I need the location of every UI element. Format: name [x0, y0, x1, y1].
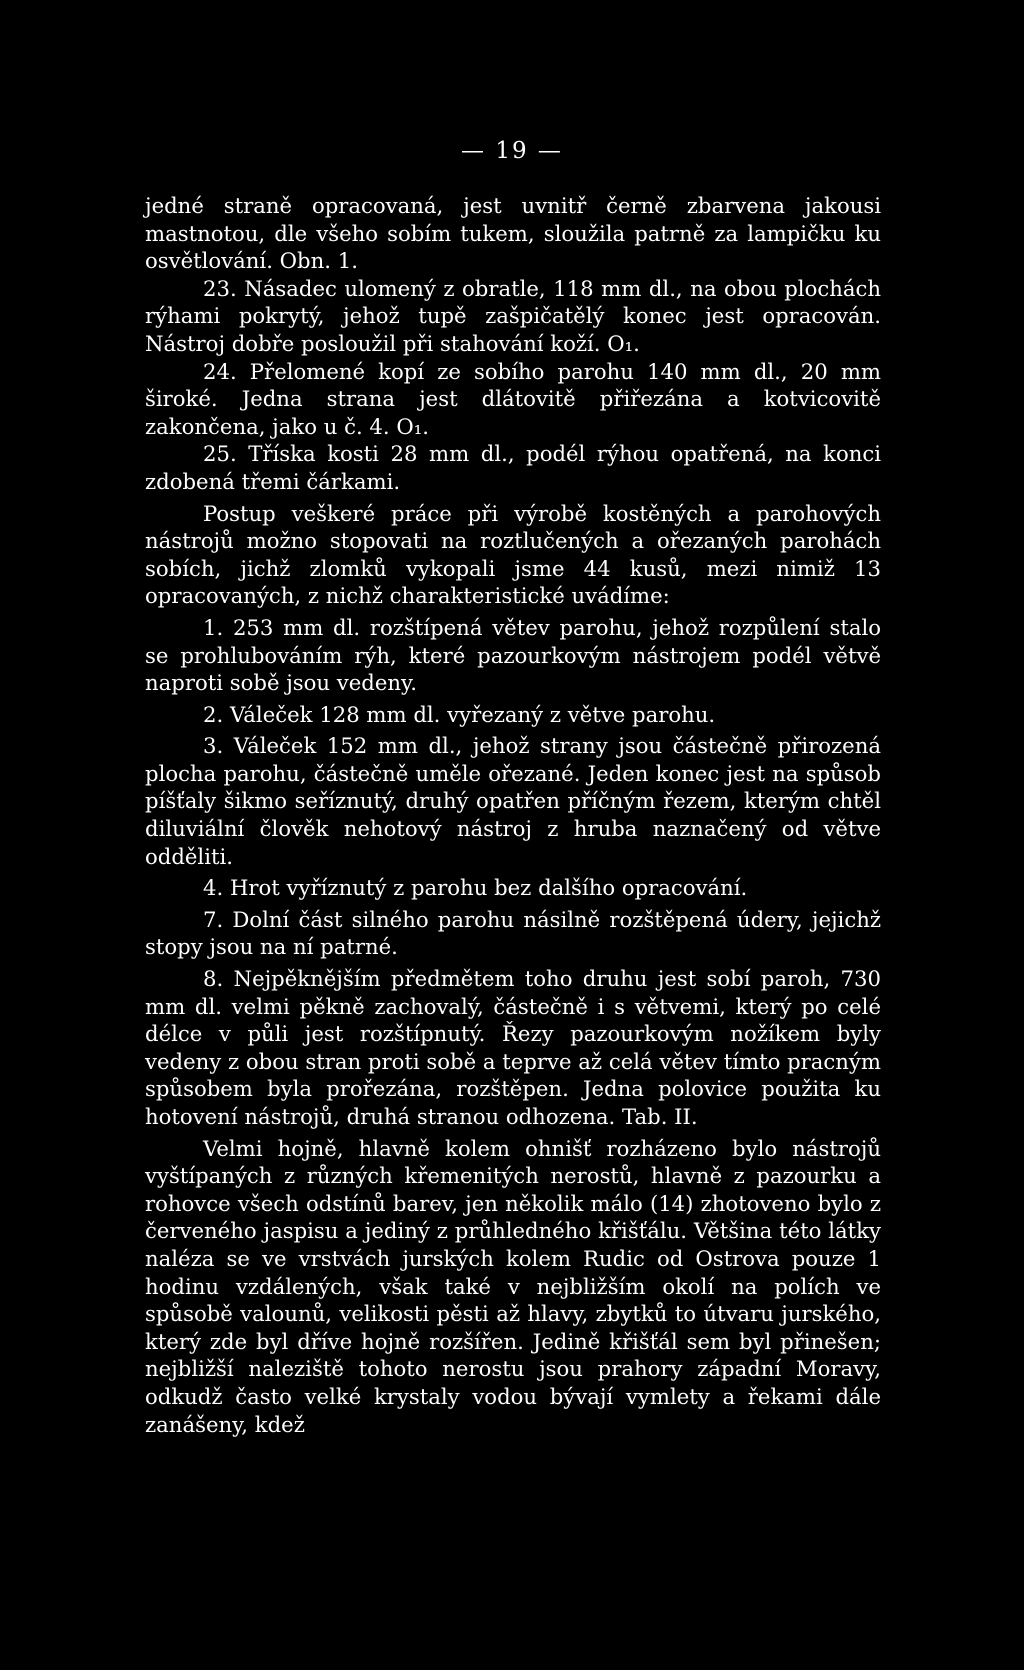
paragraph-item-24: 24. Přelomené kopí ze sobího parohu 140 mm dl., 20 mm široké. Jedna strana jest dlátovitě přiřezána a kotvicovitě zakončena, jako u č. 4. O₁. [145, 358, 881, 439]
paragraph-item-8: 8. Nejpěknějším předmětem toho druhu jest sobí paroh, 730 mm dl. velmi pěkně zachovalý, částečně i s větvemi, který po celé délce v půli jest rozštípnutý. Řezy pazourkovým nožíkem byly vedeny z obou stran proti sobě a teprve až celá větev tímto pracným spůsobem byla prořezána, rozštěpen. Jedna polovice použita ku hotovení nástrojů, druhá stranou odhozena. Tab. II. [145, 966, 881, 1129]
paragraph-item-2: 2. Váleček 128 mm dl. vyřezaný z větve parohu. [203, 701, 716, 727]
paragraph-item-3: 3. Váleček 152 mm dl., jehož strany jsou částečně přirozená plocha parohu, částečně uměle ořezané. Jeden konec jest na spůsob píšťaly šikmo seříznutý, druhý opatřen příčným řezem, kterým chtěl diluviální člověk nehotový nástroj z hruba naznačený od větve odděliti. [145, 733, 881, 869]
paragraph-continued: jedné straně opracovaná, jest uvnitř černě zbarvena jakousi mastnotou, dle všeho sobím tukem, sloužila patrně za lampičku ku osvětlování. Obn. 1. [145, 193, 881, 274]
paragraph-item-1: 1. 253 mm dl. rozštípená větev parohu, jehož rozpůlení stalo se prohlubováním rýh, které pazourkovým nástrojem podél větvě naproti sobě jsou vedeny. [145, 614, 881, 696]
paragraph-stone-tools: Velmi hojně, hlavně kolem ohnišť rozházeno bylo nástrojů vyštípaných z různých křemenitých nerostů, hlavně z pazourku a rohovce všech odstínů barev, jen několik málo (14) zhotoveno bylo z červeného jaspisu a jediný z průhledného křišťálu. Většina této látky naléza se ve vrstvách jurských kolem Rudic od Ostrova pouze 1 hodinu vzdálených, však také v nejbližším okolí na polích ve spůsobě valounů, velikosti pěsti až hlavy, zbytků to útvaru jurského, který zde byl dříve hojně rozšířen. Jedině křišťál sem byl přinešen; nejbližší naleziště tohoto nerostu jsou prahory západní Moravy, odkudž často velké krystaly vodou bývají vymlety a řekami dále zanášeny, kdež [145, 1135, 881, 1437]
body-text [145, 192, 881, 1438]
paragraph-item-23: 23. Násadec ulomený z obratle, 118 mm dl., na obou plochách rýhami pokrytý, jehož tupě zašpičatělý konec jest opracován. Nástroj dobře posloužil při stahování koží. O₁. [145, 275, 881, 356]
paragraph-item-25: 25. Tříska kosti 28 mm dl., podél rýhou opatřená, na konci zdobená třemi čárkami. [145, 441, 881, 494]
paragraph-item-4: 4. Hrot vyříznutý z parohu bez dalšího opracování. [203, 875, 748, 901]
paragraph-item-7: 7. Dolní část silného parohu násilně rozštěpená údery, jejichž stopy jsou na ní patrné. [145, 906, 881, 960]
paragraph-process: Postup veškeré práce při výrobě kostěných a parohových nástrojů možno stopovati na roztlučených a ořezaných parohách sobích, jichž zlomků vykopali jsme 44 kusů, mezi nimiž 13 opracovaných, z nichž charakteristické uvádíme: [145, 500, 881, 609]
page-number: — 19 — [461, 138, 563, 164]
